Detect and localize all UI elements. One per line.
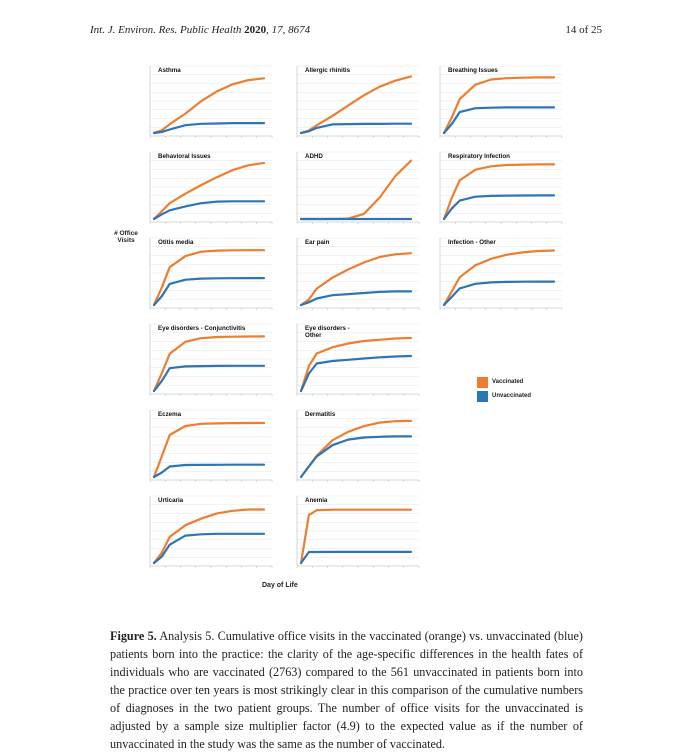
urticaria-chart-title: Urticaria [158, 497, 184, 504]
journal-volume: , 17, 8674 [266, 24, 311, 36]
journal-year: 2020 [244, 24, 267, 36]
respiratory-infection-chart-title: Respiratory Infection [448, 153, 510, 160]
adhd-chart-title: ADHD [305, 153, 323, 160]
breathing-issues-chart-title: Breathing Issues [448, 67, 498, 74]
dermatitis-chart-title: Dermatitis [305, 411, 336, 418]
anemia-chart-title: Anemia [305, 497, 328, 504]
ear-pain-chart-title: Ear pain [305, 239, 330, 246]
eye-disorders-other-chart-title-line1: Eye disorders - [305, 325, 350, 332]
allergic-rhinitis-chart-title: Allergic rhinitis [305, 67, 351, 74]
y-axis-title-line1: # Office [114, 230, 138, 237]
eye-disorders-other-chart-title-line2: Other [305, 332, 322, 339]
asthma-chart-title: Asthma [158, 67, 181, 74]
caption-text: Analysis 5. Cumulative office visits in the vaccinated (orange) vs. unvaccinated (blue) patients born into the practice: the clarity of the age-specific differences in the health fates of individuals who are vaccinated (2763) compared to the 561 unvaccinated in patients born into the practice over ten years is most strikingly clear in this comparison of the cumulative numbers of diagnoses in the two patient groups. The number of office visits for the unvaccinated is adjusted by a sample size multiplier factor (4.9) to the expected value as if the number of unvaccinated in the study was the same as the number of vaccinated. [110, 629, 583, 751]
page-number: 14 of 25 [565, 24, 602, 36]
behavioral-issues-chart-title: Behavioral Issues [158, 153, 211, 160]
journal-name: Int. J. Environ. Res. Public Health [90, 24, 242, 36]
eczema-chart-title: Eczema [158, 411, 182, 418]
legend-item-vaccinated [477, 376, 531, 388]
legend [477, 376, 531, 404]
legend-label-vaccinated: Vaccinated [492, 379, 524, 385]
infection-other-chart-title: Infection - Other [448, 239, 496, 246]
caption-label: Figure 5. [110, 629, 157, 643]
legend-label-unvaccinated: Unvaccinated [492, 393, 532, 399]
legend-item-unvaccinated [477, 390, 531, 402]
y-axis-title [106, 230, 146, 244]
x-axis-title: Day of Life [262, 582, 298, 589]
figure-caption [110, 627, 583, 753]
eye-disorders-conjunctivitis-chart-title: Eye disorders - Conjunctivitis [158, 325, 246, 332]
y-axis-title-line2: Visits [117, 237, 135, 244]
legend-swatch-unvaccinated [477, 391, 488, 402]
otitis-media-chart-title: Otitis media [158, 239, 194, 246]
legend-swatch-vaccinated [477, 377, 488, 388]
